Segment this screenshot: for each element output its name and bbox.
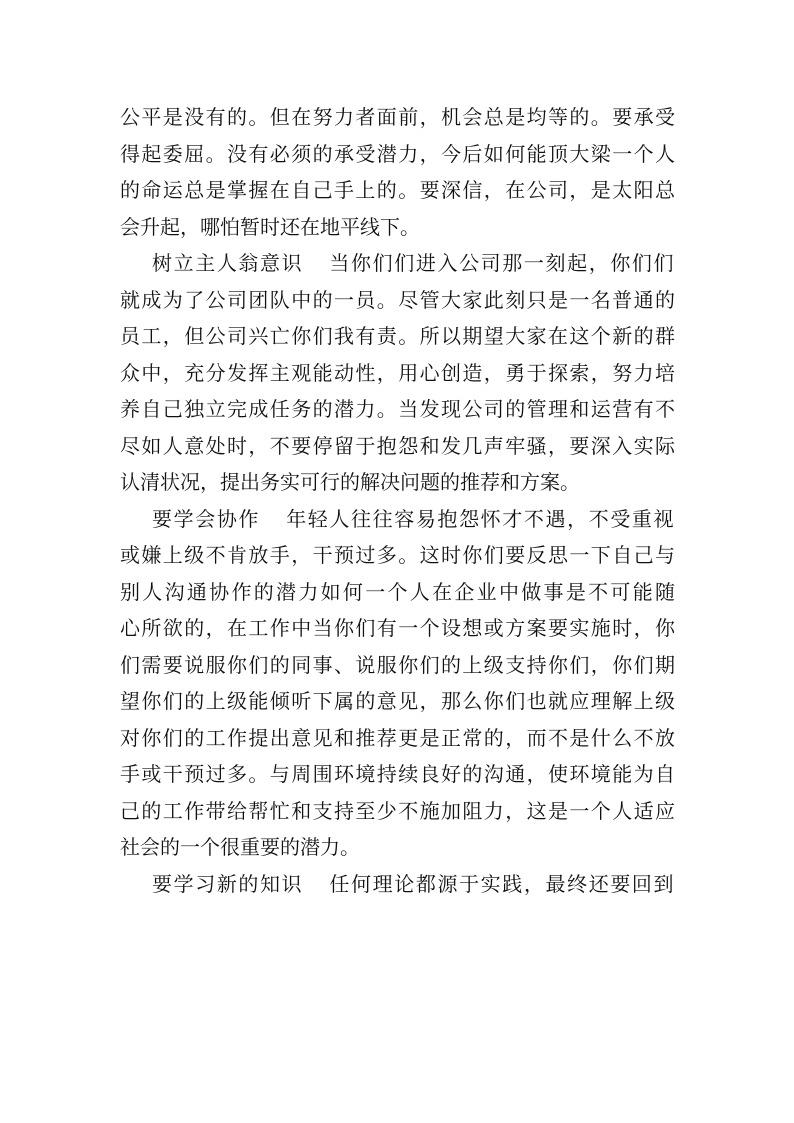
text-line bbox=[120, 720, 675, 757]
text-line bbox=[120, 172, 675, 209]
text-line bbox=[120, 136, 675, 173]
text-line bbox=[120, 756, 675, 793]
text-line bbox=[120, 464, 675, 501]
line-text: 己的工作带给帮忙和支持至少不施加阻力，这是一个人适应 bbox=[120, 798, 675, 823]
line-text: 心所欲的，在工作中当你们有一个设想或方案要实施时，你 bbox=[120, 616, 675, 640]
paragraph-first-line bbox=[120, 245, 675, 282]
line-text: 们需要说服你们的同事、说服你们的上级支持你们，你们期 bbox=[120, 652, 675, 677]
document-body bbox=[120, 99, 675, 902]
line-text: 养自己独立完成任务的潜力。当发现公司的管理和运营有不 bbox=[120, 397, 675, 421]
section-heading: 树立主人翁意识 bbox=[152, 251, 304, 275]
paragraph-first-line bbox=[120, 866, 675, 903]
text-line bbox=[120, 391, 675, 428]
text-line bbox=[120, 209, 675, 246]
line-text: 别人沟通协作的潜力如何一个人在企业中做事是不可能随 bbox=[120, 579, 675, 604]
line-text: 员工，但公司兴亡你们我有责。所以期望大家在这个新的群 bbox=[120, 324, 675, 348]
section-heading: 要学习新的知识 bbox=[152, 871, 304, 896]
line-text: 认清状况，提出务实可行的解决问题的推荐和方案。 bbox=[120, 470, 580, 494]
line-text: 社会的一个很重要的潜力。 bbox=[120, 835, 360, 859]
text-line bbox=[120, 537, 675, 574]
text-line bbox=[120, 318, 675, 355]
line-text: 或嫌上级不肯放手，干预过多。这时你们要反思一下自己与 bbox=[120, 543, 675, 567]
line-text: 任何理论都源于实践，最终还要回到 bbox=[329, 871, 675, 896]
text-line bbox=[120, 355, 675, 392]
line-text: 众中，充分发挥主观能动性，用心创造，勇于探索，努力培 bbox=[120, 360, 675, 385]
text-line bbox=[120, 282, 675, 319]
line-text: 得起委屈。没有必须的承受潜力，今后如何能顶大梁一个人 bbox=[120, 141, 675, 166]
line-text: 会升起，哪怕暂时还在地平线下。 bbox=[120, 214, 420, 239]
line-text: 对你们的工作提出意见和推荐更是正常的，而不是什么不放 bbox=[120, 725, 675, 750]
text-line bbox=[120, 428, 675, 465]
section-heading: 要学会协作 bbox=[152, 506, 261, 531]
text-line bbox=[120, 683, 675, 720]
text-line bbox=[120, 99, 675, 136]
text-line bbox=[120, 574, 675, 611]
line-text: 尽如人意处时，不要停留于抱怨和发几声牢骚，要深入实际 bbox=[120, 433, 675, 458]
text-line bbox=[120, 793, 675, 830]
line-text: 当你们们进入公司那一刻起，你们们 bbox=[329, 251, 675, 275]
line-text: 的命运总是掌握在自己手上的。要深信，在公司，是太阳总 bbox=[120, 178, 675, 202]
line-text: 望你们的上级能倾听下属的意见，那么你们也就应理解上级 bbox=[120, 689, 675, 713]
line-text: 就成为了公司团队中的一员。尽管大家此刻只是一名普通的 bbox=[120, 287, 675, 312]
text-line bbox=[120, 829, 675, 866]
text-line bbox=[120, 647, 675, 684]
text-line bbox=[120, 610, 675, 647]
paragraph-first-line bbox=[120, 501, 675, 538]
line-text: 手或干预过多。与周围环境持续良好的沟通，使环境能为自 bbox=[120, 762, 675, 786]
line-text: 公平是没有的。但在努力者面前，机会总是均等的。要承受 bbox=[120, 105, 675, 129]
line-text: 年轻人往往容易抱怨怀才不遇，不受重视 bbox=[286, 506, 675, 531]
